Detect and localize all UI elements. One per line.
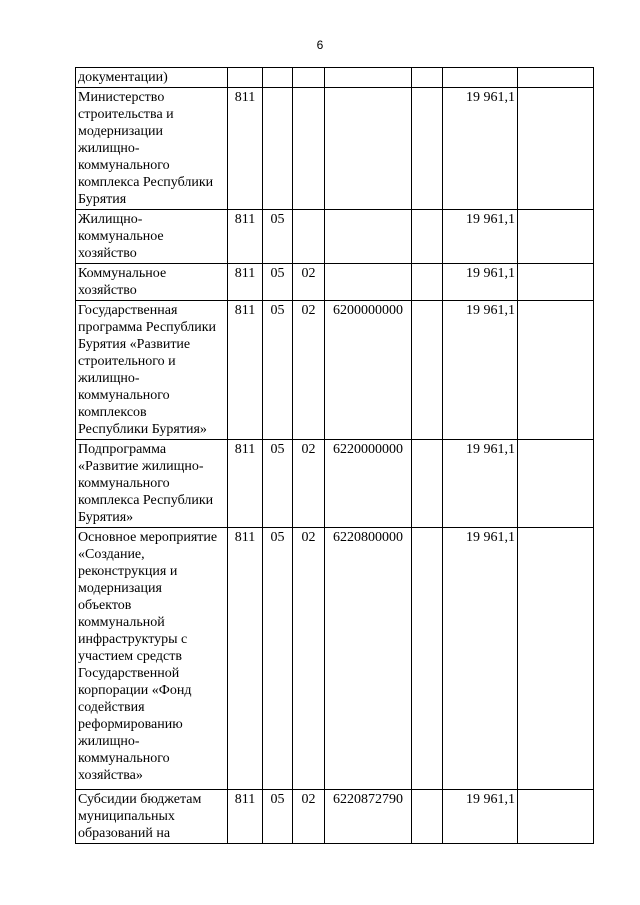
table-row [76, 790, 594, 844]
cell-grbs: 811 [228, 88, 263, 210]
table-row [76, 88, 594, 210]
cell-target-article [325, 68, 412, 88]
cell-grbs: 811 [228, 528, 263, 790]
table-row [76, 440, 594, 528]
cell-subsection: 02 [293, 264, 325, 301]
cell-name: Основное мероприятие «Создание, реконструкция и модернизация объектов коммунальной инфраструктуры с участием средств Государственной корпорации «Фонд содействия реформированию жилищно- коммунального хозяйства» [76, 528, 228, 790]
cell-section: 05 [263, 210, 293, 264]
cell-extra [518, 88, 594, 210]
cell-section: 05 [263, 790, 293, 844]
cell-target-article [325, 88, 412, 210]
cell-expense-type [412, 68, 443, 88]
cell-section [263, 88, 293, 210]
cell-extra [518, 790, 594, 844]
cell-name: Государственная программа Республики Бурятия «Развитие строительного и жилищно- коммунального комплексов Республики Бурятия» [76, 301, 228, 440]
cell-extra [518, 68, 594, 88]
table-row [76, 210, 594, 264]
cell-expense-type [412, 790, 443, 844]
cell-grbs: 811 [228, 264, 263, 301]
cell-section: 05 [263, 440, 293, 528]
cell-grbs: 811 [228, 210, 263, 264]
cell-expense-type [412, 301, 443, 440]
cell-subsection [293, 68, 325, 88]
cell-extra [518, 210, 594, 264]
cell-amount: 19 961,1 [443, 440, 518, 528]
cell-target-article: 6220800000 [325, 528, 412, 790]
table-row [76, 301, 594, 440]
table-row [76, 68, 594, 88]
cell-subsection: 02 [293, 528, 325, 790]
cell-name: Подпрограмма «Развитие жилищно- коммунального комплекса Республики Бурятия» [76, 440, 228, 528]
cell-name: документации) [76, 68, 228, 88]
cell-expense-type [412, 88, 443, 210]
cell-section [263, 68, 293, 88]
cell-expense-type [412, 210, 443, 264]
cell-target-article: 6220000000 [325, 440, 412, 528]
cell-subsection [293, 210, 325, 264]
cell-subsection: 02 [293, 440, 325, 528]
cell-amount [443, 68, 518, 88]
cell-expense-type [412, 440, 443, 528]
cell-amount: 19 961,1 [443, 301, 518, 440]
cell-subsection [293, 88, 325, 210]
cell-name: Коммунальное хозяйство [76, 264, 228, 301]
cell-expense-type [412, 264, 443, 301]
cell-amount: 19 961,1 [443, 264, 518, 301]
cell-section: 05 [263, 301, 293, 440]
cell-target-article [325, 210, 412, 264]
cell-extra [518, 301, 594, 440]
cell-subsection: 02 [293, 790, 325, 844]
cell-name: Министерство строительства и модернизации жилищно- коммунального комплекса Республики Бурятия [76, 88, 228, 210]
cell-name: Субсидии бюджетам муниципальных образований на [76, 790, 228, 844]
cell-amount: 19 961,1 [443, 528, 518, 790]
table-row [76, 264, 594, 301]
cell-amount: 19 961,1 [443, 210, 518, 264]
page-number: 6 [316, 38, 324, 52]
cell-section: 05 [263, 528, 293, 790]
cell-grbs [228, 68, 263, 88]
cell-section: 05 [263, 264, 293, 301]
cell-target-article: 6200000000 [325, 301, 412, 440]
cell-grbs: 811 [228, 301, 263, 440]
cell-grbs: 811 [228, 440, 263, 528]
table-row [76, 528, 594, 790]
cell-extra [518, 528, 594, 790]
cell-expense-type [412, 528, 443, 790]
cell-extra [518, 264, 594, 301]
budget-table [75, 67, 594, 844]
cell-target-article [325, 264, 412, 301]
cell-name: Жилищно- коммунальное хозяйство [76, 210, 228, 264]
cell-amount: 19 961,1 [443, 790, 518, 844]
cell-grbs: 811 [228, 790, 263, 844]
cell-target-article: 6220872790 [325, 790, 412, 844]
cell-subsection: 02 [293, 301, 325, 440]
cell-extra [518, 440, 594, 528]
cell-amount: 19 961,1 [443, 88, 518, 210]
